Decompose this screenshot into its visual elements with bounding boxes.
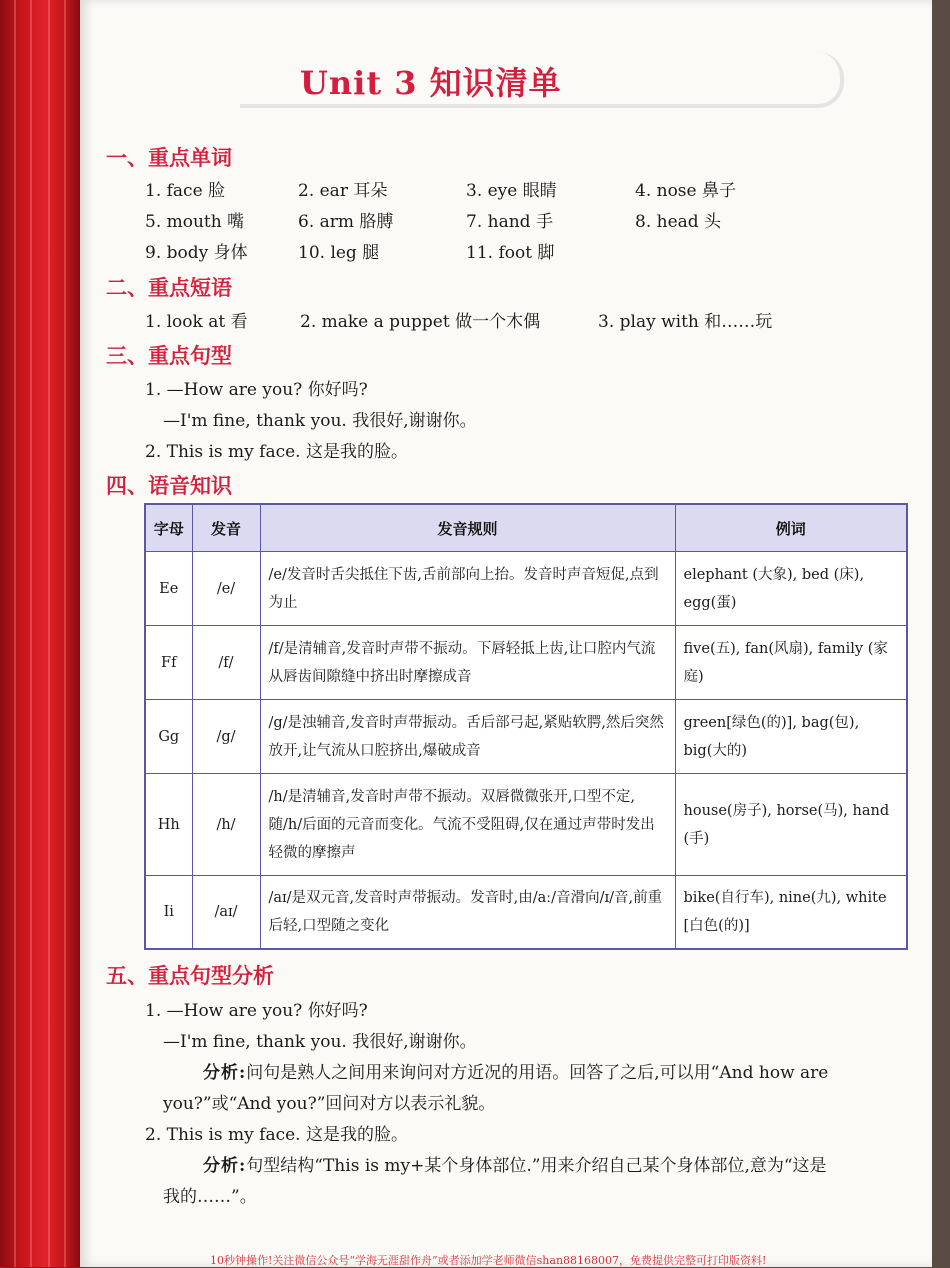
word-item: 6. arm 胳膊 <box>298 212 394 232</box>
section-heading-phrases: 二、重点短语 <box>106 275 232 300</box>
footer-watermark-text: 10秒钟操作!关注微信公众号“学海无涯甜作舟”或者添加学老师微信shan88168007，免费提供完整可打印版资料! <box>210 1254 767 1267</box>
column-header: 发音 <box>192 504 260 552</box>
analysis-note-cont: you?”或“And you?”回问对方以表示礼貌。 <box>163 1094 496 1114</box>
rule-cell: /f/是清辅音,发音时声带不振动。下唇轻抵上齿,让口腔内气流从唇齿间隙缝中挤出时摩擦成音 <box>260 626 675 700</box>
example-cell: elephant (大象), bed (床), egg(蛋) <box>675 552 907 626</box>
word-item: 11. foot 脚 <box>466 243 555 263</box>
analysis-note-cont: 我的……”。 <box>163 1187 257 1207</box>
word-item: 9. body 身体 <box>145 243 248 263</box>
sentence-line: —I'm fine, thank you. 我很好,谢谢你。 <box>163 411 477 431</box>
example-cell: bike(自行车), nine(九), white [白色(的)] <box>675 876 907 949</box>
word-item: 10. leg 腿 <box>298 243 380 263</box>
phonics-table <box>144 503 908 950</box>
letter-cell: Hh <box>145 774 192 876</box>
column-header: 发音规则 <box>260 504 675 552</box>
sound-cell: /g/ <box>192 700 260 774</box>
word-item: 1. face 脸 <box>145 181 226 201</box>
phrase-item: 2. make a puppet 做一个木偶 <box>300 312 541 332</box>
section-heading-words: 一、重点单词 <box>106 145 232 170</box>
example-cell: green[绿色(的)], bag(包), big(大的) <box>675 700 907 774</box>
table-row <box>145 876 907 949</box>
phrase-item: 1. look at 看 <box>145 312 248 332</box>
analysis-question: 2. This is my face. 这是我的脸。 <box>145 1125 408 1145</box>
sound-cell: /h/ <box>192 774 260 876</box>
analysis-answer: —I'm fine, thank you. 我很好,谢谢你。 <box>163 1032 477 1052</box>
phrase-item: 3. play with 和……玩 <box>598 312 773 332</box>
page-title: Unit 3 知识清单 <box>300 64 562 102</box>
word-item: 5. mouth 嘴 <box>145 212 245 232</box>
red-binder-spine <box>0 0 82 1267</box>
sound-cell: /e/ <box>192 552 260 626</box>
analysis-text: 问句是熟人之间用来询问对方近况的用语。回答了之后,可以用“And how are <box>246 1063 829 1083</box>
section-heading-phonics: 四、语音知识 <box>106 473 232 498</box>
section-heading-sentences: 三、重点句型 <box>106 343 232 368</box>
sentence-line: 1. —How are you? 你好吗? <box>145 380 368 400</box>
letter-cell: Ii <box>145 876 192 949</box>
column-header: 例词 <box>675 504 907 552</box>
table-header-row <box>145 504 907 552</box>
rule-cell: /e/发音时舌尖抵住下齿,舌前部向上抬。发音时声音短促,点到为止 <box>260 552 675 626</box>
word-item: 8. head 头 <box>635 212 722 232</box>
letter-cell: Gg <box>145 700 192 774</box>
word-item: 2. ear 耳朵 <box>298 181 388 201</box>
analysis-label: 分析: <box>203 1063 247 1083</box>
table-row <box>145 700 907 774</box>
rule-cell: /aɪ/是双元音,发音时声带振动。发音时,由/aː/音滑向/ɪ/音,前重后轻,口型随之变化 <box>260 876 675 949</box>
analysis-label: 分析: <box>203 1156 247 1176</box>
word-item: 4. nose 鼻子 <box>635 181 736 201</box>
rule-cell: /h/是清辅音,发音时声带不振动。双唇微微张开,口型不定,随/h/后面的元音而变化。气流不受阻碍,仅在通过声带时发出轻微的摩擦声 <box>260 774 675 876</box>
column-header: 字母 <box>145 504 192 552</box>
table-row <box>145 552 907 626</box>
sentence-line: 2. This is my face. 这是我的脸。 <box>145 442 408 462</box>
word-item: 3. eye 眼睛 <box>466 181 557 201</box>
word-item: 7. hand 手 <box>466 212 553 232</box>
analysis-note <box>203 1058 828 1083</box>
table-row <box>145 626 907 700</box>
analysis-question: 1. —How are you? 你好吗? <box>145 1001 368 1021</box>
rule-cell: /g/是浊辅音,发音时声带振动。舌后部弓起,紧贴软腭,然后突然放开,让气流从口腔挤出,爆破成音 <box>260 700 675 774</box>
letter-cell: Ee <box>145 552 192 626</box>
example-cell: house(房子), horse(马), hand (手) <box>675 774 907 876</box>
analysis-text: 句型结构“This is my+某个身体部位.”用来介绍自己某个身体部位,意为“这是 <box>246 1156 827 1176</box>
sound-cell: /f/ <box>192 626 260 700</box>
section-heading-analysis: 五、重点句型分析 <box>106 963 274 988</box>
letter-cell: Ff <box>145 626 192 700</box>
analysis-note <box>203 1151 827 1176</box>
table-row <box>145 774 907 876</box>
sound-cell: /aɪ/ <box>192 876 260 949</box>
example-cell: five(五), fan(风扇), family (家庭) <box>675 626 907 700</box>
